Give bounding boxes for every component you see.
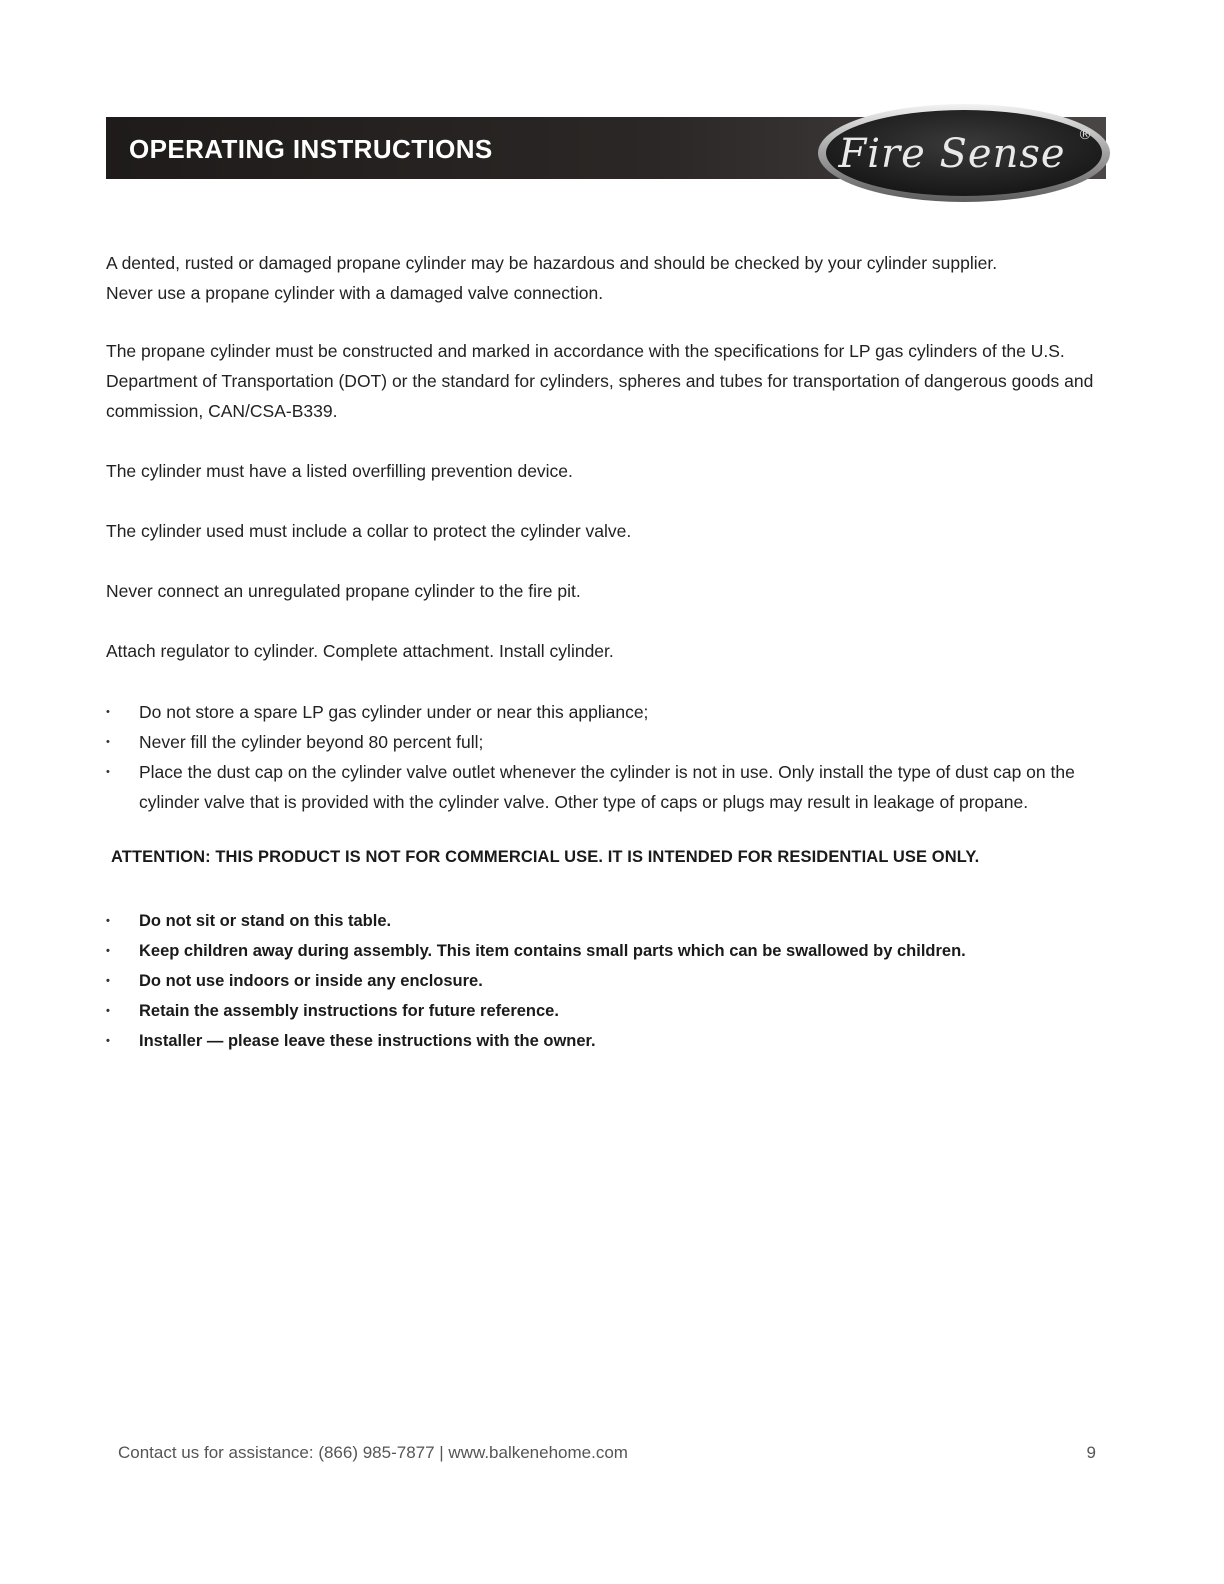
cylinder-safety-list [106, 697, 1116, 817]
cylinder-damage-paragraph [106, 248, 1116, 308]
contact-info: Contact us for assistance: (866) 985-7877 | www.balkenehome.com [118, 1443, 628, 1462]
warning-list [106, 906, 1116, 1056]
list-item: • Retain the assembly instructions for future reference. [106, 996, 1116, 1026]
page-footer [118, 1440, 1096, 1470]
list-item: • Do not store a spare LP gas cylinder under or near this appliance; [106, 697, 1116, 727]
logo-wordmark: Fire Sense [838, 131, 1066, 177]
collar-paragraph: The cylinder used must include a collar to protect the cylinder valve. [106, 521, 632, 541]
list-item: • Do not use indoors or inside any enclosure. [106, 966, 1116, 996]
list-item: • Place the dust cap on the cylinder valve outlet whenever the cylinder is not in use. Only install the type of dust cap on the cylinder valve that is provided with the cylinder valve. Other type of caps or plugs may result in leakage of propane. [106, 757, 1116, 817]
registered-mark: ® [1078, 127, 1092, 143]
list-item: • Do not sit or stand on this table. [106, 906, 1116, 936]
cylinder-specification-paragraph: The propane cylinder must be constructed and marked in accordance with the specifications for LP gas cylinders of the U.S. Department of Transportation (DOT) or the standard for cylinders, spheres and tubes for transportation of dangerous goods and commission, CAN/CSA-B339. [106, 341, 1094, 421]
section-title: OPERATING INSTRUCTIONS [129, 134, 493, 164]
page-number: 9 [1086, 1443, 1096, 1462]
list-item: • Keep children away during assembly. This item contains small parts which can be swallowed by children. [106, 936, 1116, 966]
attention-notice: ATTENTION: THIS PRODUCT IS NOT FOR COMMERCIAL USE. IT IS INTENDED FOR RESIDENTIAL USE ONLY. [111, 848, 980, 866]
attach-regulator-paragraph: Attach regulator to cylinder. Complete attachment. Install cylinder. [106, 641, 614, 661]
cylinder-damage-line-1: A dented, rusted or damaged propane cylinder may be hazardous and should be checked by your cylinder supplier. [106, 253, 998, 273]
overfill-device-paragraph: The cylinder must have a listed overfilling prevention device. [106, 461, 573, 481]
list-item: • Installer — please leave these instructions with the owner. [106, 1026, 1116, 1056]
unregulated-cylinder-paragraph: Never connect an unregulated propane cylinder to the fire pit. [106, 581, 581, 601]
list-item: • Never fill the cylinder beyond 80 percent full; [106, 727, 1116, 757]
instructions-body [106, 248, 1116, 1056]
firesense-logo [812, 97, 1126, 209]
cylinder-damage-line-2: Never use a propane cylinder with a damaged valve connection. [106, 283, 604, 303]
